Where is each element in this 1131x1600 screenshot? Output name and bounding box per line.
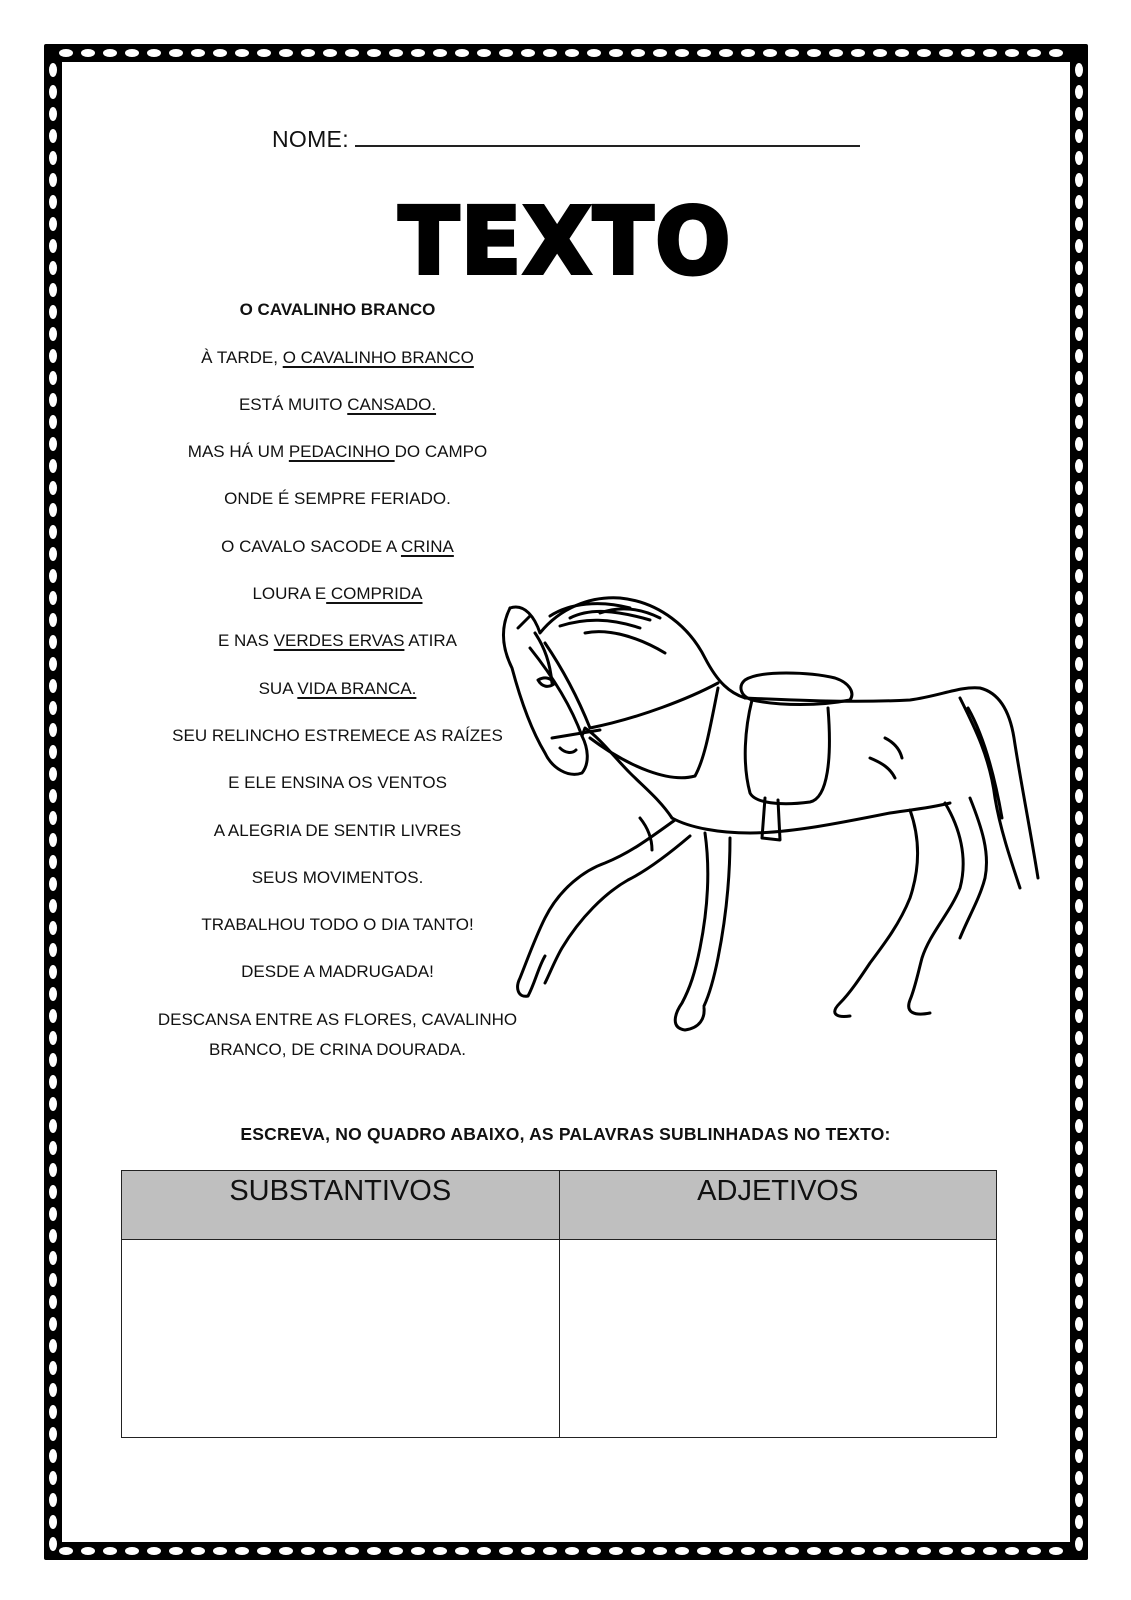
underlined-word: CANSADO. xyxy=(347,395,437,414)
poem-text: À TARDE, xyxy=(201,348,283,367)
horse-icon xyxy=(490,588,1050,1068)
underlined-word: CRINA xyxy=(400,537,454,556)
poem-text: E NAS xyxy=(217,631,274,650)
substantivos-answer-cell[interactable] xyxy=(122,1240,560,1438)
underlined-word: VERDES ERVAS xyxy=(273,631,405,650)
poem-line xyxy=(140,962,535,982)
poem-text: BRANCO, DE CRINA DOURADA. xyxy=(209,1040,466,1059)
poem-line xyxy=(140,348,535,368)
poem-title: O CAVALINHO BRANCO xyxy=(239,300,436,319)
poem-line xyxy=(140,584,535,604)
underlined-word: COMPRIDA xyxy=(326,584,423,603)
poem-text: DESDE A MADRUGADA! xyxy=(241,962,434,981)
underlined-word: O CAVALINHO BRANCO xyxy=(282,348,474,367)
page-title: TEXTO xyxy=(398,188,733,295)
poem-text: ESTÁ MUITO xyxy=(238,395,348,414)
poem-text: DO CAMPO xyxy=(394,442,488,461)
poem-text: DESCANSA ENTRE AS FLORES, CAVALINHO xyxy=(157,1010,518,1029)
underlined-word: PEDACINHO xyxy=(288,442,395,461)
poem-line xyxy=(140,915,535,935)
underlined-word: VIDA BRANCA. xyxy=(297,679,417,698)
poem-line xyxy=(140,489,535,509)
poem-line xyxy=(140,679,535,699)
instruction: ESCREVA, NO QUADRO ABAIXO, AS PALAVRAS SUBLINHADAS NO TEXTO: xyxy=(240,1124,891,1144)
poem-line xyxy=(140,537,535,557)
poem-line xyxy=(140,868,535,888)
poem-text: LOURA E xyxy=(252,584,327,603)
poem-line xyxy=(140,395,535,415)
poem-text: O CAVALO SACODE A xyxy=(221,537,401,556)
poem-line xyxy=(140,1010,535,1030)
answer-table xyxy=(121,1170,997,1438)
poem-text: E ELE ENSINA OS VENTOS xyxy=(228,773,447,792)
poem-text: ONDE É SEMPRE FERIADO. xyxy=(224,489,451,508)
poem-text: TRABALHOU TODO O DIA TANTO! xyxy=(201,915,474,934)
col-adjetivos-header: ADJETIVOS xyxy=(559,1171,997,1240)
poem-line xyxy=(140,631,535,651)
poem-text: SUA xyxy=(258,679,298,698)
poem-text: SEUS MOVIMENTOS. xyxy=(251,868,424,887)
poem-line xyxy=(140,442,535,462)
name-label: NOME: xyxy=(272,126,349,152)
name-field[interactable] xyxy=(272,126,860,153)
poem-text: MAS HÁ UM xyxy=(187,442,289,461)
adjetivos-answer-cell[interactable] xyxy=(559,1240,997,1438)
col-substantivos-header: SUBSTANTIVOS xyxy=(122,1171,560,1240)
poem-text: SEU RELINCHO ESTREMECE AS RAÍZES xyxy=(172,726,503,745)
poem-line xyxy=(140,726,535,746)
poem-line xyxy=(140,1040,535,1060)
poem-line xyxy=(140,773,535,793)
poem-line xyxy=(140,821,535,841)
poem-text: ATIRA xyxy=(404,631,458,650)
poem xyxy=(140,300,535,1059)
name-blank-line[interactable] xyxy=(355,127,860,147)
poem-text: A ALEGRIA DE SENTIR LIVRES xyxy=(213,821,462,840)
